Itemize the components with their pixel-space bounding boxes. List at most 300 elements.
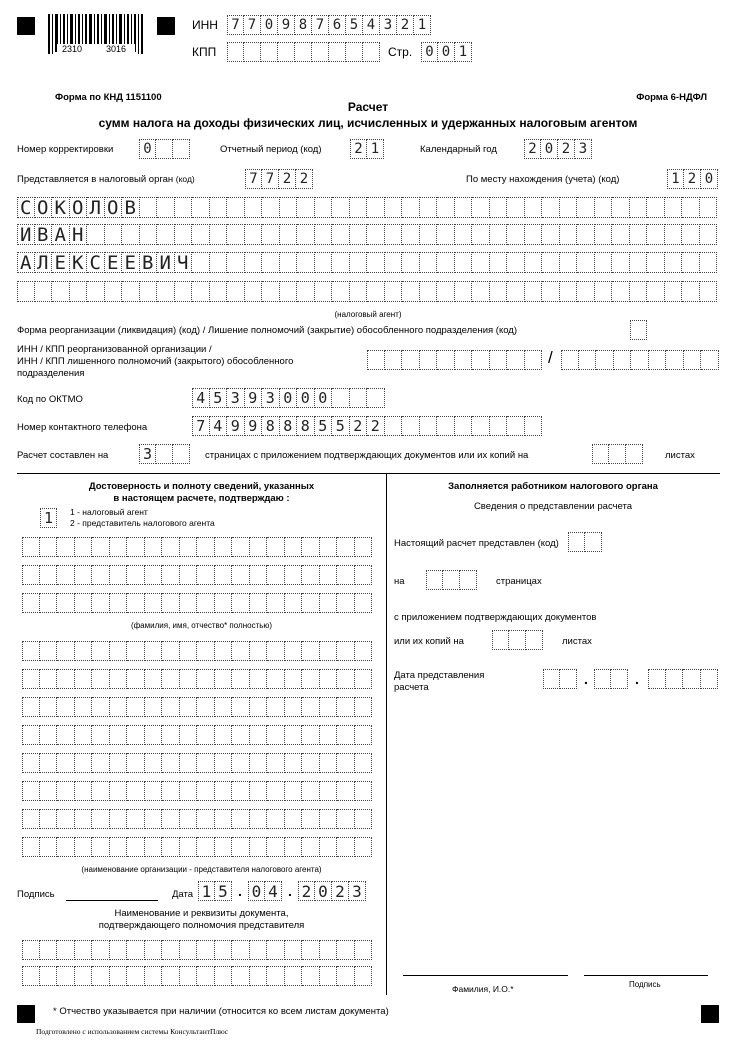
- char-cell[interactable]: [75, 781, 93, 801]
- char-cell[interactable]: [437, 350, 455, 370]
- char-cell[interactable]: [105, 224, 123, 245]
- char-cell[interactable]: [250, 725, 268, 745]
- char-cell[interactable]: [197, 537, 215, 557]
- phone-cells[interactable]: [192, 416, 542, 436]
- char-cell[interactable]: [614, 350, 632, 370]
- char-cell[interactable]: [666, 669, 684, 689]
- char-cell[interactable]: [612, 281, 630, 302]
- char-cell[interactable]: [455, 416, 473, 436]
- char-cell[interactable]: [244, 42, 261, 62]
- char-cell[interactable]: [75, 593, 93, 613]
- char-cell[interactable]: [302, 537, 320, 557]
- char-cell[interactable]: [180, 966, 198, 986]
- char-cell[interactable]: [232, 940, 250, 960]
- char-cell[interactable]: 3: [227, 388, 245, 408]
- char-cell[interactable]: [127, 565, 145, 585]
- char-cell[interactable]: [337, 593, 355, 613]
- char-cell[interactable]: [232, 641, 250, 661]
- char-cell[interactable]: [215, 669, 233, 689]
- char-cell[interactable]: [337, 753, 355, 773]
- char-cell[interactable]: [337, 669, 355, 689]
- char-cell[interactable]: [75, 809, 93, 829]
- reorg-inn-cells[interactable]: [367, 350, 542, 370]
- char-cell[interactable]: 0: [139, 139, 156, 159]
- char-cell[interactable]: 9: [227, 416, 245, 436]
- char-cell[interactable]: [180, 940, 198, 960]
- char-cell[interactable]: [595, 197, 613, 218]
- char-cell[interactable]: [302, 837, 320, 857]
- char-cell[interactable]: [75, 537, 93, 557]
- char-cell[interactable]: [626, 444, 643, 464]
- char-cell[interactable]: [285, 697, 303, 717]
- char-cell[interactable]: [122, 224, 140, 245]
- char-cell[interactable]: [145, 940, 163, 960]
- date-year-cells[interactable]: [298, 881, 366, 901]
- year-cells[interactable]: [524, 139, 592, 159]
- char-cell[interactable]: [367, 252, 385, 273]
- char-cell[interactable]: [682, 197, 700, 218]
- char-cell[interactable]: [320, 725, 338, 745]
- char-cell[interactable]: [157, 224, 175, 245]
- char-cell[interactable]: [227, 281, 245, 302]
- char-cell[interactable]: 4: [265, 881, 282, 901]
- char-cell[interactable]: [367, 350, 385, 370]
- char-cell[interactable]: [175, 281, 193, 302]
- char-cell[interactable]: [262, 224, 280, 245]
- char-cell[interactable]: [232, 669, 250, 689]
- char-cell[interactable]: [490, 252, 508, 273]
- period-cells[interactable]: [350, 139, 384, 159]
- char-cell[interactable]: [35, 281, 53, 302]
- char-cell[interactable]: [315, 252, 333, 273]
- reorg-cells[interactable]: [630, 320, 647, 340]
- char-cell[interactable]: [630, 281, 648, 302]
- char-cell[interactable]: [402, 416, 420, 436]
- char-cell[interactable]: [40, 537, 58, 557]
- date-day-cells[interactable]: [198, 881, 232, 901]
- char-cell[interactable]: [560, 197, 578, 218]
- char-cell[interactable]: [57, 641, 75, 661]
- char-cell[interactable]: [437, 224, 455, 245]
- char-cell[interactable]: [355, 669, 373, 689]
- char-cell[interactable]: 3: [349, 881, 366, 901]
- char-cell[interactable]: [22, 565, 40, 585]
- char-cell[interactable]: [267, 669, 285, 689]
- char-cell[interactable]: [700, 252, 718, 273]
- char-cell[interactable]: О: [105, 197, 123, 218]
- char-cell[interactable]: [490, 416, 508, 436]
- char-cell[interactable]: [267, 593, 285, 613]
- char-cell[interactable]: [210, 281, 228, 302]
- char-cell[interactable]: [40, 565, 58, 585]
- char-cell[interactable]: [92, 537, 110, 557]
- char-cell[interactable]: [110, 593, 128, 613]
- org-line-6[interactable]: [22, 781, 372, 801]
- char-cell[interactable]: 2: [298, 881, 315, 901]
- char-cell[interactable]: [285, 593, 303, 613]
- submit-date-day[interactable]: [543, 669, 577, 689]
- char-cell[interactable]: [250, 753, 268, 773]
- char-cell[interactable]: [250, 837, 268, 857]
- char-cell[interactable]: [40, 837, 58, 857]
- char-cell[interactable]: 3: [262, 388, 280, 408]
- char-cell[interactable]: [92, 753, 110, 773]
- char-cell[interactable]: [609, 444, 626, 464]
- char-cell[interactable]: 5: [210, 388, 228, 408]
- char-cell[interactable]: [594, 669, 611, 689]
- char-cell[interactable]: [267, 781, 285, 801]
- inspector-fio-line[interactable]: [403, 975, 568, 976]
- char-cell[interactable]: [40, 593, 58, 613]
- char-cell[interactable]: 2: [684, 169, 701, 189]
- char-cell[interactable]: [250, 537, 268, 557]
- char-cell[interactable]: [490, 350, 508, 370]
- char-cell[interactable]: [250, 565, 268, 585]
- char-cell[interactable]: [525, 252, 543, 273]
- char-cell[interactable]: [320, 669, 338, 689]
- char-cell[interactable]: [561, 350, 579, 370]
- char-cell[interactable]: [245, 197, 263, 218]
- char-cell[interactable]: [145, 809, 163, 829]
- location-cells[interactable]: [667, 169, 718, 189]
- char-cell[interactable]: [350, 197, 368, 218]
- char-cell[interactable]: [320, 641, 338, 661]
- char-cell[interactable]: [22, 669, 40, 689]
- char-cell[interactable]: 9: [245, 416, 263, 436]
- char-cell[interactable]: [197, 669, 215, 689]
- char-cell[interactable]: [285, 940, 303, 960]
- char-cell[interactable]: [75, 753, 93, 773]
- char-cell[interactable]: 9: [245, 388, 263, 408]
- char-cell[interactable]: [245, 252, 263, 273]
- char-cell[interactable]: [426, 570, 443, 590]
- char-cell[interactable]: [443, 570, 460, 590]
- char-cell[interactable]: [355, 837, 373, 857]
- char-cell[interactable]: [162, 697, 180, 717]
- char-cell[interactable]: [420, 197, 438, 218]
- char-cell[interactable]: [320, 837, 338, 857]
- char-cell[interactable]: [560, 252, 578, 273]
- char-cell[interactable]: В: [122, 197, 140, 218]
- char-cell[interactable]: [140, 281, 158, 302]
- char-cell[interactable]: [75, 697, 93, 717]
- char-cell[interactable]: [525, 224, 543, 245]
- org-line-3[interactable]: [22, 697, 372, 717]
- char-cell[interactable]: [568, 532, 585, 552]
- char-cell[interactable]: [180, 809, 198, 829]
- char-cell[interactable]: [337, 837, 355, 857]
- char-cell[interactable]: [162, 809, 180, 829]
- char-cell[interactable]: [472, 252, 490, 273]
- char-cell[interactable]: [180, 837, 198, 857]
- char-cell[interactable]: [57, 781, 75, 801]
- submitted-code-cells[interactable]: [568, 532, 602, 552]
- char-cell[interactable]: [332, 388, 350, 408]
- char-cell[interactable]: [460, 570, 477, 590]
- copies-cells[interactable]: [492, 630, 543, 650]
- char-cell[interactable]: [232, 966, 250, 986]
- char-cell[interactable]: 6: [329, 15, 346, 35]
- inn-cells[interactable]: [227, 15, 431, 35]
- char-cell[interactable]: [285, 781, 303, 801]
- char-cell[interactable]: [127, 781, 145, 801]
- char-cell[interactable]: [542, 252, 560, 273]
- char-cell[interactable]: [162, 641, 180, 661]
- char-cell[interactable]: [40, 940, 58, 960]
- char-cell[interactable]: [145, 697, 163, 717]
- char-cell[interactable]: [175, 197, 193, 218]
- char-cell[interactable]: [267, 966, 285, 986]
- char-cell[interactable]: [180, 641, 198, 661]
- char-cell[interactable]: [472, 224, 490, 245]
- char-cell[interactable]: [162, 565, 180, 585]
- char-cell[interactable]: [215, 837, 233, 857]
- char-cell[interactable]: [267, 809, 285, 829]
- char-cell[interactable]: [302, 753, 320, 773]
- char-cell[interactable]: 1: [667, 169, 684, 189]
- char-cell[interactable]: [437, 197, 455, 218]
- char-cell[interactable]: [302, 669, 320, 689]
- char-cell[interactable]: [92, 781, 110, 801]
- char-cell[interactable]: [320, 809, 338, 829]
- char-cell[interactable]: [280, 252, 298, 273]
- char-cell[interactable]: [250, 641, 268, 661]
- char-cell[interactable]: [332, 281, 350, 302]
- char-cell[interactable]: [75, 669, 93, 689]
- char-cell[interactable]: [145, 537, 163, 557]
- attach-sheets-cells[interactable]: [592, 444, 643, 464]
- char-cell[interactable]: [232, 809, 250, 829]
- char-cell[interactable]: [227, 197, 245, 218]
- char-cell[interactable]: 7: [244, 15, 261, 35]
- char-cell[interactable]: 3: [380, 15, 397, 35]
- char-cell[interactable]: [560, 281, 578, 302]
- char-cell[interactable]: 0: [701, 169, 718, 189]
- char-cell[interactable]: [250, 781, 268, 801]
- char-cell[interactable]: [385, 281, 403, 302]
- char-cell[interactable]: [612, 224, 630, 245]
- char-cell[interactable]: [267, 697, 285, 717]
- correction-cells[interactable]: [139, 139, 190, 159]
- fio-line-1[interactable]: [22, 537, 372, 557]
- char-cell[interactable]: О: [35, 197, 53, 218]
- char-cell[interactable]: [700, 197, 718, 218]
- char-cell[interactable]: [297, 281, 315, 302]
- char-cell[interactable]: [162, 593, 180, 613]
- char-cell[interactable]: [355, 593, 373, 613]
- char-cell[interactable]: [197, 837, 215, 857]
- char-cell[interactable]: [180, 537, 198, 557]
- char-cell[interactable]: [285, 809, 303, 829]
- char-cell[interactable]: [585, 532, 602, 552]
- char-cell[interactable]: [630, 320, 647, 340]
- char-cell[interactable]: [683, 669, 701, 689]
- char-cell[interactable]: [367, 224, 385, 245]
- char-cell[interactable]: [57, 593, 75, 613]
- char-cell[interactable]: [297, 197, 315, 218]
- char-cell[interactable]: [285, 966, 303, 986]
- char-cell[interactable]: 3: [139, 444, 156, 464]
- char-cell[interactable]: [75, 565, 93, 585]
- char-cell[interactable]: [40, 725, 58, 745]
- char-cell[interactable]: [22, 753, 40, 773]
- char-cell[interactable]: [337, 940, 355, 960]
- char-cell[interactable]: 1: [198, 881, 215, 901]
- char-cell[interactable]: 2: [350, 416, 368, 436]
- char-cell[interactable]: [542, 281, 560, 302]
- char-cell[interactable]: [579, 350, 597, 370]
- char-cell[interactable]: [355, 697, 373, 717]
- char-cell[interactable]: [145, 593, 163, 613]
- char-cell[interactable]: 8: [297, 416, 315, 436]
- char-cell[interactable]: [75, 725, 93, 745]
- char-cell[interactable]: [525, 197, 543, 218]
- char-cell[interactable]: Л: [87, 197, 105, 218]
- char-cell[interactable]: [355, 940, 373, 960]
- char-cell[interactable]: [526, 630, 543, 650]
- char-cell[interactable]: [22, 593, 40, 613]
- oktmo-cells[interactable]: [192, 388, 385, 408]
- char-cell[interactable]: [140, 197, 158, 218]
- char-cell[interactable]: [127, 593, 145, 613]
- char-cell[interactable]: А: [52, 224, 70, 245]
- char-cell[interactable]: 0: [297, 388, 315, 408]
- char-cell[interactable]: [22, 966, 40, 986]
- char-cell[interactable]: [285, 537, 303, 557]
- char-cell[interactable]: [490, 224, 508, 245]
- char-cell[interactable]: [577, 197, 595, 218]
- agent-name-line-3[interactable]: [17, 252, 717, 273]
- char-cell[interactable]: [232, 565, 250, 585]
- char-cell[interactable]: [40, 966, 58, 986]
- char-cell[interactable]: [52, 281, 70, 302]
- char-cell[interactable]: [402, 224, 420, 245]
- char-cell[interactable]: [267, 565, 285, 585]
- char-cell[interactable]: [197, 565, 215, 585]
- char-cell[interactable]: [162, 725, 180, 745]
- char-cell[interactable]: [197, 697, 215, 717]
- char-cell[interactable]: [232, 837, 250, 857]
- page-cells[interactable]: [421, 42, 472, 62]
- char-cell[interactable]: [320, 940, 338, 960]
- char-cell[interactable]: [285, 641, 303, 661]
- char-cell[interactable]: [437, 416, 455, 436]
- char-cell[interactable]: [560, 224, 578, 245]
- char-cell[interactable]: [525, 416, 543, 436]
- char-cell[interactable]: 8: [295, 15, 312, 35]
- agent-name-line-1[interactable]: [17, 197, 717, 218]
- char-cell[interactable]: [630, 224, 648, 245]
- char-cell[interactable]: [367, 281, 385, 302]
- char-cell[interactable]: 0: [438, 42, 455, 62]
- char-cell[interactable]: [320, 593, 338, 613]
- char-cell[interactable]: [250, 966, 268, 986]
- char-cell[interactable]: [455, 252, 473, 273]
- char-cell[interactable]: 7: [192, 416, 210, 436]
- char-cell[interactable]: [332, 224, 350, 245]
- char-cell[interactable]: [57, 966, 75, 986]
- char-cell[interactable]: [145, 753, 163, 773]
- char-cell[interactable]: 7: [245, 169, 262, 189]
- char-cell[interactable]: [40, 753, 58, 773]
- org-line-4[interactable]: [22, 725, 372, 745]
- char-cell[interactable]: [507, 350, 525, 370]
- char-cell[interactable]: [162, 837, 180, 857]
- char-cell[interactable]: [337, 565, 355, 585]
- char-cell[interactable]: [127, 641, 145, 661]
- char-cell[interactable]: [162, 537, 180, 557]
- char-cell[interactable]: [630, 252, 648, 273]
- char-cell[interactable]: [682, 224, 700, 245]
- char-cell[interactable]: [542, 197, 560, 218]
- char-cell[interactable]: [127, 809, 145, 829]
- char-cell[interactable]: [682, 281, 700, 302]
- char-cell[interactable]: [192, 281, 210, 302]
- char-cell[interactable]: [127, 697, 145, 717]
- char-cell[interactable]: [215, 940, 233, 960]
- char-cell[interactable]: [215, 725, 233, 745]
- pages-cells[interactable]: [139, 444, 190, 464]
- char-cell[interactable]: [302, 781, 320, 801]
- char-cell[interactable]: [285, 565, 303, 585]
- char-cell[interactable]: [665, 224, 683, 245]
- char-cell[interactable]: [215, 966, 233, 986]
- char-cell[interactable]: [455, 350, 473, 370]
- char-cell[interactable]: [162, 940, 180, 960]
- char-cell[interactable]: [612, 197, 630, 218]
- char-cell[interactable]: Л: [35, 252, 53, 273]
- char-cell[interactable]: [92, 940, 110, 960]
- org-line-2[interactable]: [22, 669, 372, 689]
- char-cell[interactable]: [525, 281, 543, 302]
- fio-line-3[interactable]: [22, 593, 372, 613]
- tax-office-cells[interactable]: [245, 169, 313, 189]
- char-cell[interactable]: [648, 669, 666, 689]
- char-cell[interactable]: [92, 593, 110, 613]
- char-cell[interactable]: [402, 281, 420, 302]
- char-cell[interactable]: [472, 197, 490, 218]
- reorg-kpp-cells[interactable]: [561, 350, 719, 370]
- char-cell[interactable]: [355, 809, 373, 829]
- char-cell[interactable]: [197, 966, 215, 986]
- char-cell[interactable]: [92, 641, 110, 661]
- char-cell[interactable]: [507, 252, 525, 273]
- char-cell[interactable]: Е: [122, 252, 140, 273]
- char-cell[interactable]: Е: [105, 252, 123, 273]
- char-cell[interactable]: [649, 350, 667, 370]
- char-cell[interactable]: [75, 837, 93, 857]
- char-cell[interactable]: 0: [248, 881, 265, 901]
- char-cell[interactable]: [162, 966, 180, 986]
- sign-line[interactable]: [66, 900, 158, 901]
- char-cell[interactable]: [22, 940, 40, 960]
- char-cell[interactable]: [280, 197, 298, 218]
- char-cell[interactable]: И: [157, 252, 175, 273]
- char-cell[interactable]: [110, 669, 128, 689]
- char-cell[interactable]: А: [17, 252, 35, 273]
- char-cell[interactable]: [22, 809, 40, 829]
- char-cell[interactable]: [302, 725, 320, 745]
- char-cell[interactable]: 4: [363, 15, 380, 35]
- char-cell[interactable]: [192, 197, 210, 218]
- char-cell[interactable]: 2: [279, 169, 296, 189]
- char-cell[interactable]: [215, 565, 233, 585]
- char-cell[interactable]: [302, 940, 320, 960]
- char-cell[interactable]: [320, 753, 338, 773]
- char-cell[interactable]: [57, 725, 75, 745]
- char-cell[interactable]: [666, 350, 684, 370]
- char-cell[interactable]: [355, 725, 373, 745]
